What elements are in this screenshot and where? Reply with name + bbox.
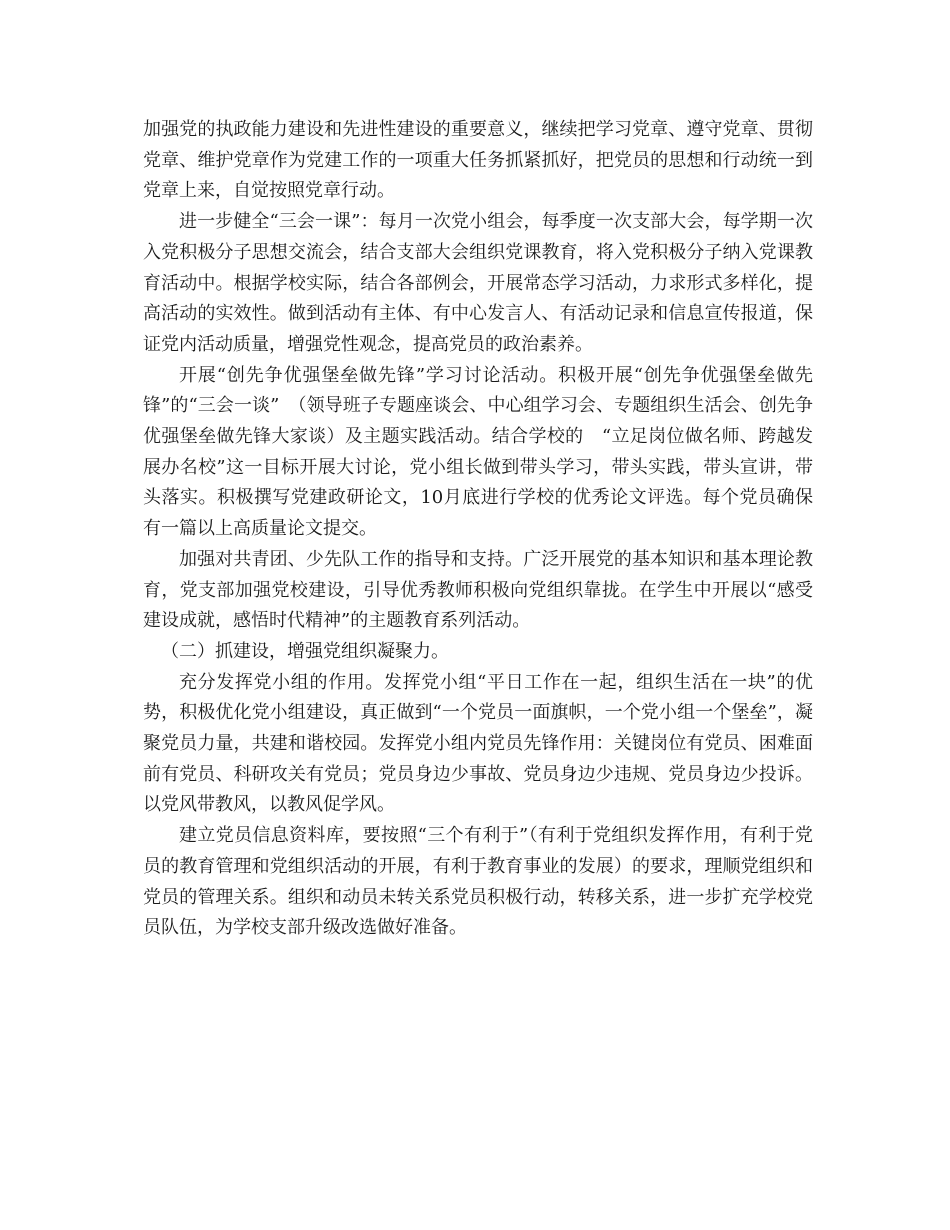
paragraph-continuation: 加强党的执政能力建设和先进性建设的重要意义，继续把学习党章、遵守党章、贯彻党章、维护党章作为党建工作的一项重大任务抓紧抓好，把党员的思想和行动统一到党章上来，自觉按照党章行动。 bbox=[143, 119, 813, 202]
paragraph-member-database: 建立党员信息资料库，要按照“三个有利于”（有利于党组织发挥作用，有利于党员的教育管理和党组织活动的开展，有利于教育事业的发展）的要求，理顺党组织和党员的管理关系。组织和动员未转关系党员积极行动，转移关系，进一步扩充学校党员队伍，为学校支部升级改选做好准备。 bbox=[143, 825, 813, 939]
document-body bbox=[143, 115, 813, 944]
paragraph-three-meetings: 进一步健全“三会一课”：每月一次党小组会，每季度一次支部大会，每学期一次入党积极分子思想交流会，结合支部大会组织党课教育，将入党积极分子纳入党课教育活动中。根据学校实际，结合各部例会，开展常态学习活动，力求形式多样化，提高活动的实效性。做到活动有主体、有中心发言人、有活动记录和信息宣传报道，保证党内活动质量，增强党性观念，提高党员的政治素养。 bbox=[143, 211, 813, 355]
paragraph-excellence-campaign: 开展“创先争优强堡垒做先锋”学习讨论活动。积极开展“创先争优强堡垒做先锋”的“三会一谈” （领导班子专题座谈会、中心组学习会、专题组织生活会、创先争优强堡垒做先锋大家谈）及主题实践活动。结合学校的 “立足岗位做名师、跨越发展办名校”这一目标开展大讨论，党小组长做到带头学习，带头实践，带头宣讲，带头落实。积极撰写党建政研论文，10月底进行学校的优秀论文评选。每个党员确保有一篇以上高质量论文提交。 bbox=[143, 364, 813, 540]
paragraph-party-groups: 充分发挥党小组的作用。发挥党小组“平日工作在一起，组织生活在一块”的优势，积极优化党小组建设，真正做到“一个党员一面旗帜，一个党小组一个堡垒”，凝聚党员力量，共建和谐校园。发挥党小组内党员先锋作用：关键岗位有党员、困难面前有党员、科研攻关有党员；党员身边少事故、党员身边少违规、党员身边少投诉。以党风带教风，以教风促学风。 bbox=[143, 671, 813, 816]
paragraph-youth-league: 加强对共青团、少先队工作的指导和支持。广泛开展党的基本知识和基本理论教育，党支部加强党校建设，引导优秀教师积极向党组织靠拢。在学生中开展以“感受建设成就，感悟时代精神”的主题教育系列活动。 bbox=[143, 548, 813, 632]
section-heading: （二）抓建设，增强党组织凝聚力。 bbox=[161, 640, 449, 662]
